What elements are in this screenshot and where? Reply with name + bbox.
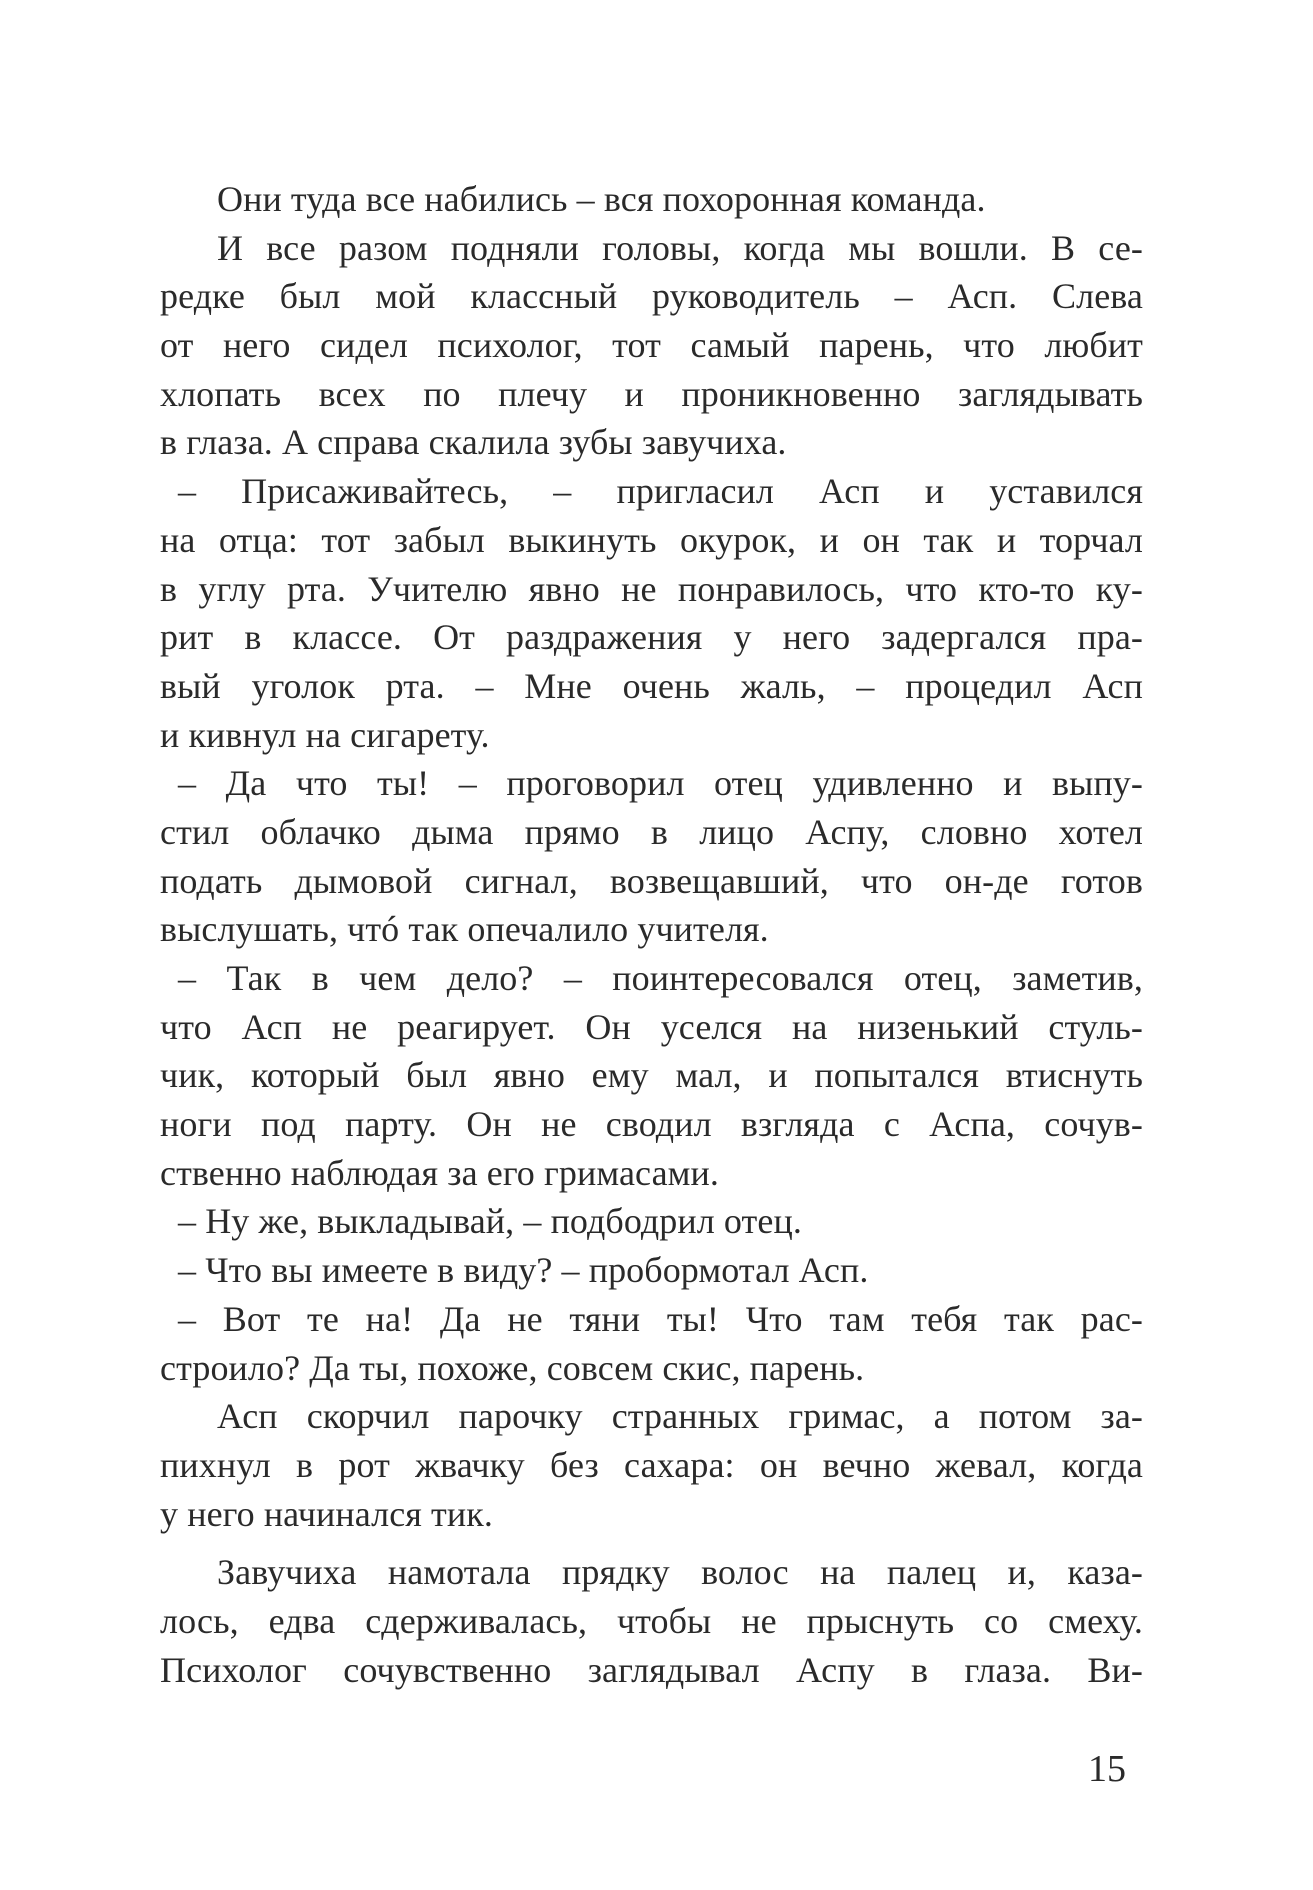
text-line: – Ну же, выкладывай, – подбодрил отец. xyxy=(178,1201,802,1242)
page-number: 15 xyxy=(1088,1748,1126,1790)
text-line: выслушать, чтó так опечалило учителя. xyxy=(160,909,769,950)
text-line: в углу рта. Учителю явно не понравилось, что кто-то ку- xyxy=(160,568,1143,609)
text-line: Они туда все набились – вся похоронная команда. xyxy=(217,179,986,219)
text-line: – Что вы имеете в виду? – пробормотал Асп. xyxy=(178,1250,869,1291)
text-line: хлопать всех по плечу и проникновенно заглядывать xyxy=(160,373,1143,414)
text-line: у него начинался тик. xyxy=(160,1493,493,1534)
text-line: Асп скорчил парочку странных гримас, а потом за- xyxy=(217,1396,1143,1437)
text-line: на отца: тот забыл выкинуть окурок, и он так и торчал xyxy=(160,519,1143,560)
text-line: подать дымовой сигнал, возвещавший, что он-де готов xyxy=(160,860,1143,901)
paragraph-gap xyxy=(160,1538,1143,1548)
text-line: Психолог сочувственно заглядывал Аспу в глаза. Ви- xyxy=(160,1649,1143,1690)
text-line: – Присаживайтесь, – пригласил Асп и уставился xyxy=(178,471,1143,512)
text-line: лось, едва сдерживалась, чтобы не прыснуть со смеху. xyxy=(160,1600,1143,1641)
text-line: от него сидел психолог, тот самый парень, что любит xyxy=(160,325,1143,366)
text-line: рит в классе. От раздражения у него задергался пра- xyxy=(160,617,1143,658)
text-line: стил облачко дыма прямо в лицо Аспу, словно хотел xyxy=(160,811,1143,852)
text-line: – Вот те на! Да не тяни ты! Что там тебя так рас- xyxy=(178,1298,1143,1339)
body-text xyxy=(160,175,1143,1694)
text-line: редке был мой классный руководитель – Асп. Слева xyxy=(160,276,1143,317)
text-line: что Асп не реагирует. Он уселся на низенький стуль- xyxy=(160,1006,1143,1047)
text-line: – Так в чем дело? – поинтересовался отец, заметив, xyxy=(178,958,1143,998)
text-line: вый уголок рта. – Мне очень жаль, – процедил Асп xyxy=(160,665,1143,706)
text-line: чик, который был явно ему мал, и попытался втиснуть xyxy=(160,1055,1143,1096)
text-line: и кивнул на сигарету. xyxy=(160,714,490,755)
text-line: строило? Да ты, похоже, совсем скис, парень. xyxy=(160,1347,865,1388)
text-line: ноги под парту. Он не сводил взгляда с Аспа, сочув- xyxy=(160,1104,1143,1145)
text-line: в глаза. А справа скалила зубы завучиха. xyxy=(160,422,787,463)
text-line: – Да что ты! – проговорил отец удивленно и выпу- xyxy=(178,763,1143,804)
text-line: И все разом подняли головы, когда мы вошли. В се- xyxy=(217,227,1143,268)
text-line: пихнул в рот жвачку без сахара: он вечно жевал, когда xyxy=(160,1444,1143,1485)
text-line: ственно наблюдая за его гримасами. xyxy=(160,1152,719,1193)
text-line: Завучиха намотала прядку волос на палец и, каза- xyxy=(217,1552,1143,1593)
